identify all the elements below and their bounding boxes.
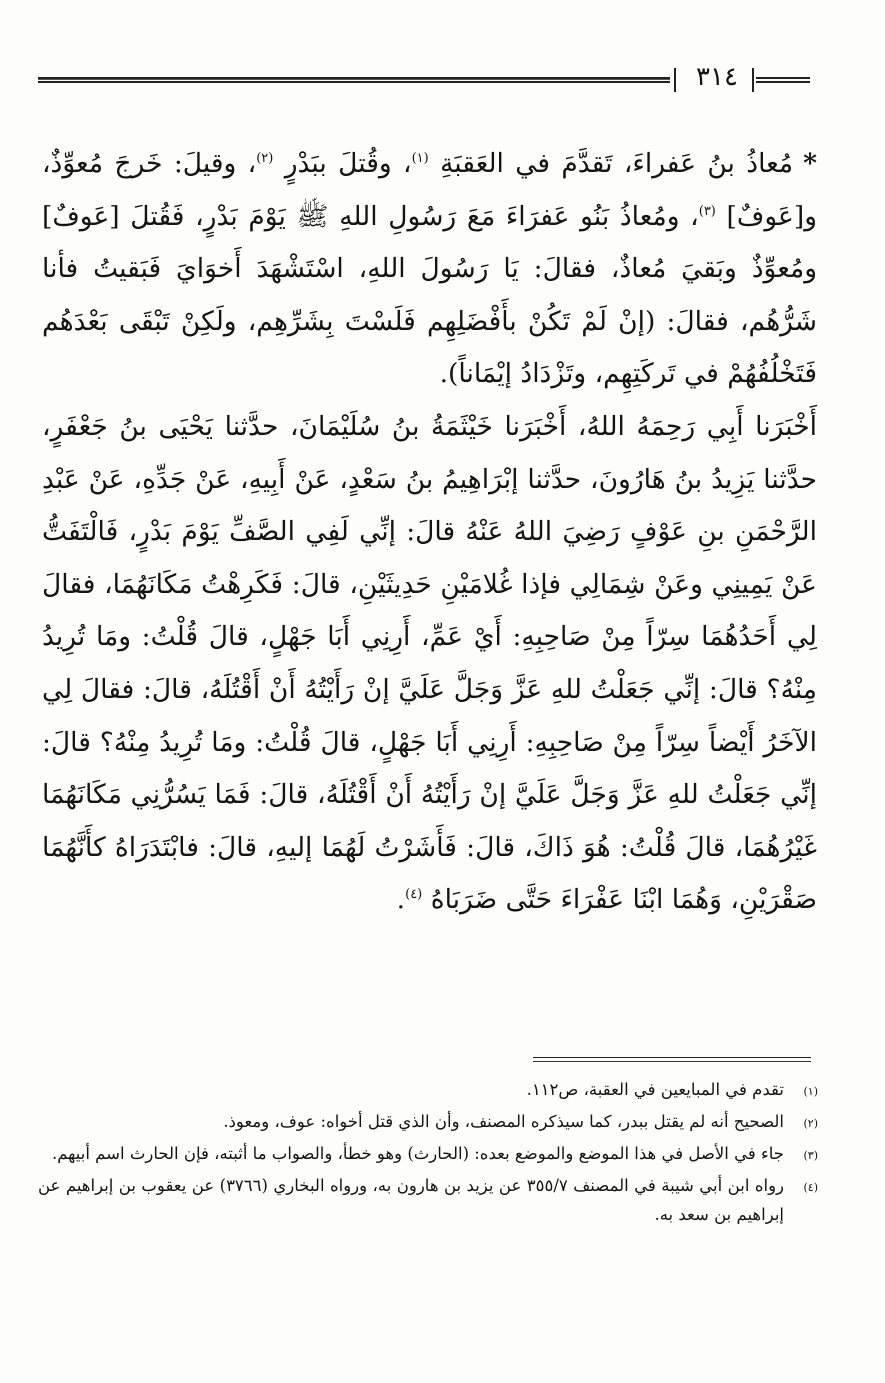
footnote-text: تقدم في المبايعين في العقبة، ص١١٢.	[526, 1080, 784, 1099]
header-rule-right	[756, 77, 810, 83]
text-segment: ، وقيلَ: خَرجَ مُعوِّذٌ، و[عَوفٌ]	[42, 148, 817, 232]
main-text	[42, 138, 817, 927]
text-segment: ، وقُتلَ ببَدْرٍ	[284, 148, 412, 179]
page-number: ٣١٤	[696, 62, 738, 92]
text-segment: .	[396, 884, 406, 916]
entry-marker: *	[803, 148, 817, 179]
footnote-text: رواه ابن أبي شيبة في المصنف ٣٥٥/٧ عن يزيد بن هارون به، ورواه البخاري (٣٧٦٦) عن يعقوب بن إبراهيم عن إبراهيم بن سعد به.	[38, 1176, 785, 1224]
hadith-paragraph	[42, 401, 817, 927]
page-header	[38, 62, 810, 96]
footnote-number: (٣)	[803, 1149, 818, 1162]
footnote-number: (٢)	[803, 1117, 818, 1130]
footnote	[38, 1139, 818, 1170]
footnote-reference[interactable]: (٢)	[256, 151, 274, 167]
text-segment: أَخْبَرَنا أَبِي رَحِمَهُ اللهُ، أَخْبَرَنا خَيْثَمَةُ بنُ سُلَيْمَانَ، حدَّثنا يَحْيَى بنُ جَعْفَرٍ، حدَّثنا يَزِيدُ بنُ هَارُونَ، حدَّثنا إبْرَاهِيمُ بنُ سَعْدٍ، عَنْ أَبِيهِ، عَنْ جَدِّهِ، عَنْ عَبْدِ الرَّحْمَنِ بنِ عَوْفٍ رَضِيَ اللهُ عَنْهُ قالَ: إنِّي لَفِي الصَّفِّ يَوْمَ بَدْرٍ، فَالْتَفَتُّ عَنْ يَمِينِي وعَنْ شِمَالِي فإذا غُلامَيْنِ حَدِيثَيْنِ، قالَ: فَكَرِهْتُ مَكَانَهُمَا، فقالَ لِي أَحَدُهُمَا سِرّاً مِنْ صَاحِبِهِ: أَيْ عَمِّ، أَرِنِي أَبَا جَهْلٍ، قالَ قُلْتُ: ومَا تُرِيدُ مِنْهُ؟ قالَ: إنِّي جَعَلْتُ للهِ عَزَّ وَجَلَّ عَلَيَّ إنْ رَأَيْتُهُ أَنْ أَقْتُلَهُ، قالَ: فقالَ لِي الآخَرُ أَيْضاً سِرّاً مِنْ صَاحِبِهِ: أَرِنِي أَبَا جَهْلٍ، قالَ قُلْتُ: ومَا تُرِيدُ مِنْهُ؟ قالَ: إنِّي جَعَلْتُ للهِ عَزَّ وَجَلَّ عَلَيَّ إنْ رَأَيْتُهُ أَنْ أَقْتُلَهُ، قالَ: فَمَا يَسُرُّنِي مَكَانَهُمَا غَيْرُهُمَا، قالَ قُلْتُ: هُوَ ذَاكَ، قالَ: فَأَشَرْتُ لَهُمَا إليهِ، قالَ: فابْتَدَرَاهُ كأَنَّهُمَا صَقْرَيْنِ، وَهُمَا ابْنَا عَفْرَاءَ حَتَّى ضَرَبَاهُ	[42, 410, 817, 916]
header-rule-divider	[752, 68, 754, 92]
header-rule-left	[38, 77, 670, 83]
footnote-reference[interactable]: (٣)	[698, 203, 716, 219]
footnote	[38, 1075, 818, 1106]
footnote-number: (١)	[803, 1085, 818, 1098]
text-segment: مُعاذُ بنُ عَفراءَ، تَقدَّمَ في العَقبَةِ	[440, 148, 794, 179]
footnote-text: جاء في الأصل في هذا الموضع والموضع بعده: (الحارث) وهو خطأ، والصواب ما أثبته، فإن الحارث اسم أبيهم.	[51, 1144, 784, 1163]
footnote	[38, 1171, 818, 1229]
footnote	[38, 1107, 818, 1138]
footnote-reference[interactable]: (١)	[411, 151, 429, 167]
footnotes	[38, 1075, 818, 1230]
header-rule-divider	[674, 68, 676, 92]
text-segment: ، ومُعاذُ بَنُو عَفرَاءَ مَعَ رَسُولِ اللهِ ﷺ يَوْمَ بَدْرٍ، فَقُتلَ [عَوفٌ] ومُعوِّذٌ وبَقيَ مُعاذٌ، فقالَ: يَا رَسُولَ اللهِ، اسْتَشْهَدَ أَخوَايَ فَبَقيتُ فأنا شَرُّهُم، فقالَ: (إنْ لَمْ تَكُنْ بأَفْضَلِهِم فَلَسْتَ بِشَرِّهِم، ولَكِنْ تَبْقَى بَعْدَهُم فَتَخْلُفُهُمْ في تَركَتِهِم، وتَزْدَادُ إيْمَاناً).	[42, 200, 817, 390]
entry-paragraph	[42, 138, 817, 401]
footnote-reference[interactable]: (٤)	[405, 887, 423, 903]
footnote-text: الصحيح أنه لم يقتل ببدر، كما سيذكره المصنف، وأن الذي قتل أخواه: عوف، ومعوذ.	[223, 1112, 784, 1131]
footnote-divider	[533, 1057, 811, 1058]
footnote-number: (٤)	[803, 1181, 818, 1194]
